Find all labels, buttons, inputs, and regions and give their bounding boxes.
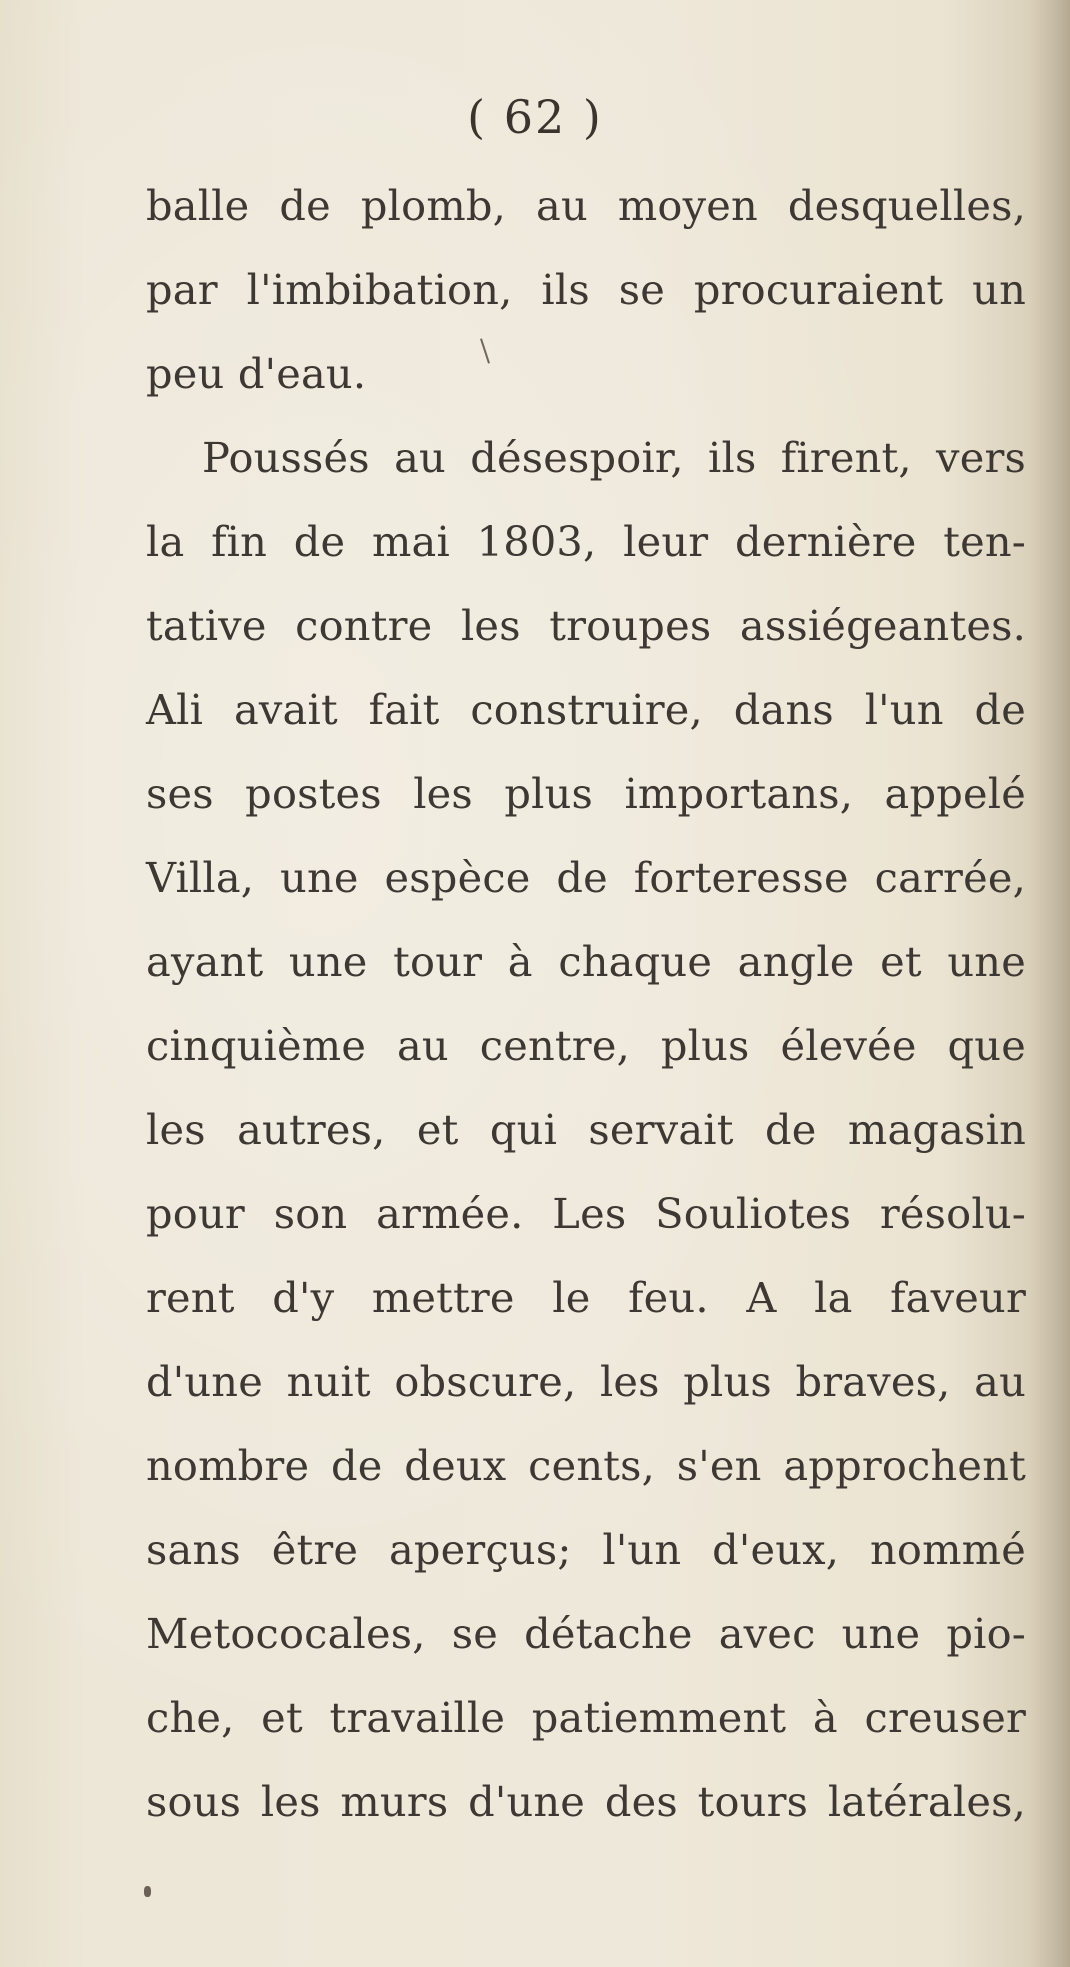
- text-line: peu d'eau.: [146, 349, 367, 398]
- text-line: nombre de deux cents, s'en approchent: [146, 1441, 1026, 1490]
- text-line: balle de plomb, au moyen desquelles,: [146, 181, 1026, 230]
- page-gutter-shadow: [1028, 0, 1070, 1967]
- text-line: sous les murs d'une des tours latérales,: [146, 1777, 1026, 1826]
- text-line: ayant une tour à chaque angle et une: [146, 937, 1026, 986]
- text-line: che, et travaille patiemment à creuser: [146, 1693, 1026, 1742]
- text-line: sans être aperçus; l'un d'eux, nommé: [146, 1525, 1026, 1574]
- text-line: Ali avait fait construire, dans l'un de: [146, 685, 1026, 734]
- text-line: la fin de mai 1803, leur dernière ten-: [146, 517, 1026, 566]
- text-line: par l'imbibation, ils se procuraient un: [146, 265, 1026, 314]
- text-line: les autres, et qui servait de magasin: [146, 1105, 1026, 1154]
- paragraph-start-line: Poussés au désespoir, ils firent, vers: [202, 433, 1026, 482]
- text-line: Metococales, se détache avec une pio-: [146, 1609, 1026, 1658]
- page-number: ( 62 ): [467, 90, 603, 144]
- text-line: pour son armée. Les Souliotes résolu-: [146, 1189, 1026, 1238]
- text-line: cinquième au centre, plus élevée que: [146, 1021, 1026, 1070]
- text-line: Villa, une espèce de forteresse carrée,: [146, 853, 1026, 902]
- ink-speck: [144, 1886, 151, 1897]
- text-line: rent d'y mettre le feu. A la faveur: [146, 1273, 1026, 1322]
- text-line: tative contre les troupes assiégeantes.: [146, 601, 1026, 650]
- text-line: d'une nuit obscure, les plus braves, au: [146, 1357, 1026, 1406]
- text-line: ses postes les plus importans, appelé: [146, 769, 1026, 818]
- body-text: [146, 164, 1026, 1844]
